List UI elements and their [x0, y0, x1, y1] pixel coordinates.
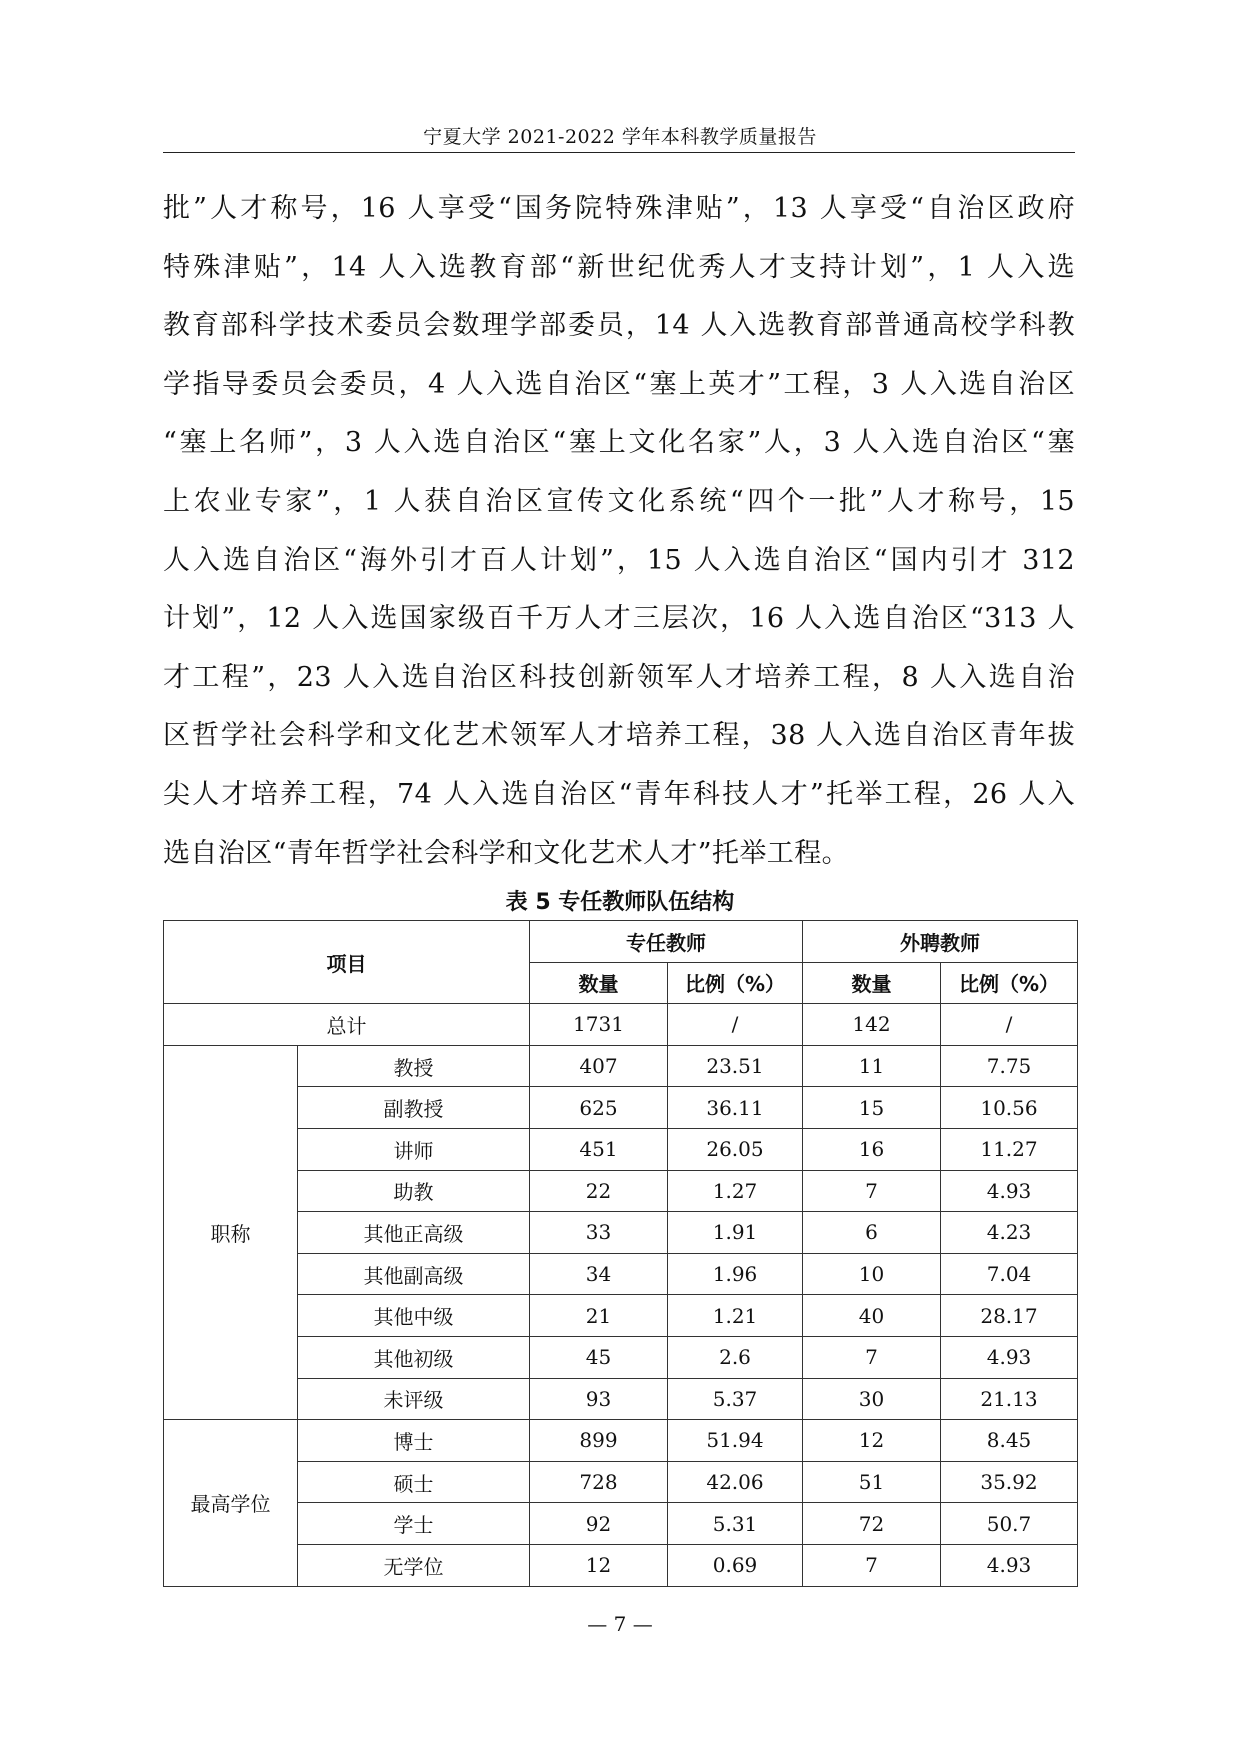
- cell-ex-count: 11: [803, 1045, 941, 1087]
- cell-ft-ratio: 1.21: [668, 1295, 803, 1337]
- table-row: [164, 1378, 1078, 1420]
- table-row: [164, 1544, 1078, 1586]
- cell-name: 博士: [298, 1420, 530, 1462]
- cell-name: 无学位: [298, 1544, 530, 1586]
- table-row: [164, 1336, 1078, 1378]
- cell-ex-count: 72: [803, 1503, 941, 1545]
- body-line: 选自治区“青年哲学社会科学和文化艺术人才”托举工程。: [163, 837, 850, 869]
- total-label: 总计: [164, 1004, 530, 1046]
- header-fulltime: 专任教师: [530, 921, 803, 963]
- cell-ft-ratio: 5.37: [668, 1378, 803, 1420]
- table-row: [164, 1253, 1078, 1295]
- cell-ft-ratio: 0.69: [668, 1544, 803, 1586]
- body-paragraph: [163, 180, 1075, 883]
- cell-ex-count: 40: [803, 1295, 941, 1337]
- header-divider: [163, 152, 1075, 153]
- cell-ex-count: 15: [803, 1087, 941, 1129]
- cell-ex-count: 12: [803, 1420, 941, 1462]
- cell-ex-count: 142: [803, 1004, 941, 1046]
- cell-ft-count: 34: [530, 1253, 668, 1295]
- body-line: 批”人才称号，16 人享受“国务院特殊津贴”，13 人享受“自治区政府: [163, 193, 1075, 224]
- cell-ft-count: 625: [530, 1087, 668, 1129]
- body-line: 教育部科学技术委员会数理学部委员，14 人入选教育部普通高校学科教: [163, 310, 1075, 342]
- cell-ft-count: 407: [530, 1045, 668, 1087]
- table-row: [164, 1170, 1078, 1212]
- body-line: 特殊津贴”，14 人入选教育部“新世纪优秀人才支持计划”，1 人入选: [163, 251, 1075, 283]
- group-label-degree: 最高学位: [164, 1420, 298, 1586]
- group-label-title: 职称: [164, 1045, 298, 1419]
- cell-ft-ratio: 42.06: [668, 1461, 803, 1503]
- cell-ex-ratio: 7.75: [941, 1045, 1078, 1087]
- body-line: 上农业专家”，1 人获自治区宣传文化系统“四个一批”人才称号，15: [163, 485, 1075, 517]
- table-row: [164, 1128, 1078, 1170]
- table-title: 表 5 专任教师队伍结构: [505, 890, 735, 915]
- cell-ft-ratio: 1.96: [668, 1253, 803, 1295]
- cell-ex-count: 6: [803, 1212, 941, 1254]
- table-row: [164, 1461, 1078, 1503]
- cell-name: 其他副高级: [298, 1253, 530, 1295]
- cell-ft-ratio: /: [668, 1004, 803, 1046]
- cell-ft-count: 728: [530, 1461, 668, 1503]
- cell-ft-count: 93: [530, 1378, 668, 1420]
- cell-ft-count: 451: [530, 1128, 668, 1170]
- cell-ft-count: 21: [530, 1295, 668, 1337]
- header-external: 外聘教师: [803, 921, 1078, 963]
- cell-name: 其他正高级: [298, 1212, 530, 1254]
- cell-ex-ratio: 7.04: [941, 1253, 1078, 1295]
- cell-ft-ratio: 1.27: [668, 1170, 803, 1212]
- body-line: 学指导委员会委员，4 人入选自治区“塞上英才”工程，3 人入选自治区: [163, 368, 1075, 400]
- cell-ex-ratio: 4.93: [941, 1544, 1078, 1586]
- cell-name: 讲师: [298, 1128, 530, 1170]
- cell-ft-ratio: 2.6: [668, 1336, 803, 1378]
- header-ex-ratio: 比例（%）: [941, 962, 1078, 1004]
- table-row: [164, 1295, 1078, 1337]
- cell-ft-count: 33: [530, 1212, 668, 1254]
- cell-ex-ratio: 4.93: [941, 1336, 1078, 1378]
- cell-ex-count: 51: [803, 1461, 941, 1503]
- cell-ft-count: 1731: [530, 1004, 668, 1046]
- cell-ft-ratio: 51.94: [668, 1420, 803, 1462]
- cell-ex-ratio: 4.23: [941, 1212, 1078, 1254]
- cell-ex-ratio: 4.93: [941, 1170, 1078, 1212]
- cell-ex-count: 7: [803, 1170, 941, 1212]
- cell-name: 其他初级: [298, 1336, 530, 1378]
- cell-ex-ratio: 35.92: [941, 1461, 1078, 1503]
- body-line: 区哲学社会科学和文化艺术领军人才培养工程，38 人入选自治区青年拔: [163, 720, 1075, 752]
- table-row: [164, 1420, 1078, 1462]
- cell-ft-count: 22: [530, 1170, 668, 1212]
- cell-name: 硕士: [298, 1461, 530, 1503]
- page-number: — 7 —: [587, 1612, 653, 1636]
- cell-name: 学士: [298, 1503, 530, 1545]
- body-line: 才工程”，23 人入选自治区科技创新领军人才培养工程，8 人入选自治: [163, 661, 1075, 693]
- cell-ex-count: 10: [803, 1253, 941, 1295]
- table-row-total: [164, 1004, 1078, 1046]
- cell-ft-ratio: 36.11: [668, 1087, 803, 1129]
- table-row: [164, 1503, 1078, 1545]
- cell-name: 助教: [298, 1170, 530, 1212]
- cell-ft-count: 899: [530, 1420, 668, 1462]
- cell-ex-ratio: 11.27: [941, 1128, 1078, 1170]
- cell-ex-ratio: 28.17: [941, 1295, 1078, 1337]
- cell-name: 教授: [298, 1045, 530, 1087]
- cell-ex-count: 30: [803, 1378, 941, 1420]
- cell-ex-count: 16: [803, 1128, 941, 1170]
- cell-name: 副教授: [298, 1087, 530, 1129]
- table-row: [164, 1212, 1078, 1254]
- body-line: 尖人才培养工程，74 人入选自治区“青年科技人才”托举工程，26 人入: [163, 778, 1075, 810]
- cell-ex-count: 7: [803, 1544, 941, 1586]
- header-ft-count: 数量: [530, 962, 668, 1004]
- table-row: [164, 1087, 1078, 1129]
- body-line: 人入选自治区“海外引才百人计划”，15 人入选自治区“国内引才 312: [163, 544, 1075, 576]
- cell-name: 未评级: [298, 1378, 530, 1420]
- cell-ex-ratio: 21.13: [941, 1378, 1078, 1420]
- cell-ex-ratio: 50.7: [941, 1503, 1078, 1545]
- table-header-row: [164, 921, 1078, 963]
- cell-ft-count: 92: [530, 1503, 668, 1545]
- page-header-title: 宁夏大学 2021-2022 学年本科教学质量报告: [423, 126, 817, 148]
- cell-ft-count: 12: [530, 1544, 668, 1586]
- cell-ex-ratio: 10.56: [941, 1087, 1078, 1129]
- body-line: “塞上名师”，3 人入选自治区“塞上文化名家”人，3 人入选自治区“塞: [163, 427, 1075, 459]
- cell-ft-ratio: 23.51: [668, 1045, 803, 1087]
- cell-ex-count: 7: [803, 1336, 941, 1378]
- cell-ft-ratio: 5.31: [668, 1503, 803, 1545]
- header-item: 项目: [164, 921, 530, 1004]
- cell-ft-count: 45: [530, 1336, 668, 1378]
- staff-structure-table: [163, 920, 1078, 1587]
- header-ft-ratio: 比例（%）: [668, 962, 803, 1004]
- header-ex-count: 数量: [803, 962, 941, 1004]
- body-line: 计划”，12 人入选国家级百千万人才三层次，16 人入选自治区“313 人: [163, 603, 1075, 635]
- cell-ft-ratio: 26.05: [668, 1128, 803, 1170]
- table-row: [164, 1045, 1078, 1087]
- cell-ex-ratio: 8.45: [941, 1420, 1078, 1462]
- cell-name: 其他中级: [298, 1295, 530, 1337]
- cell-ft-ratio: 1.91: [668, 1212, 803, 1254]
- cell-ex-ratio: /: [941, 1004, 1078, 1046]
